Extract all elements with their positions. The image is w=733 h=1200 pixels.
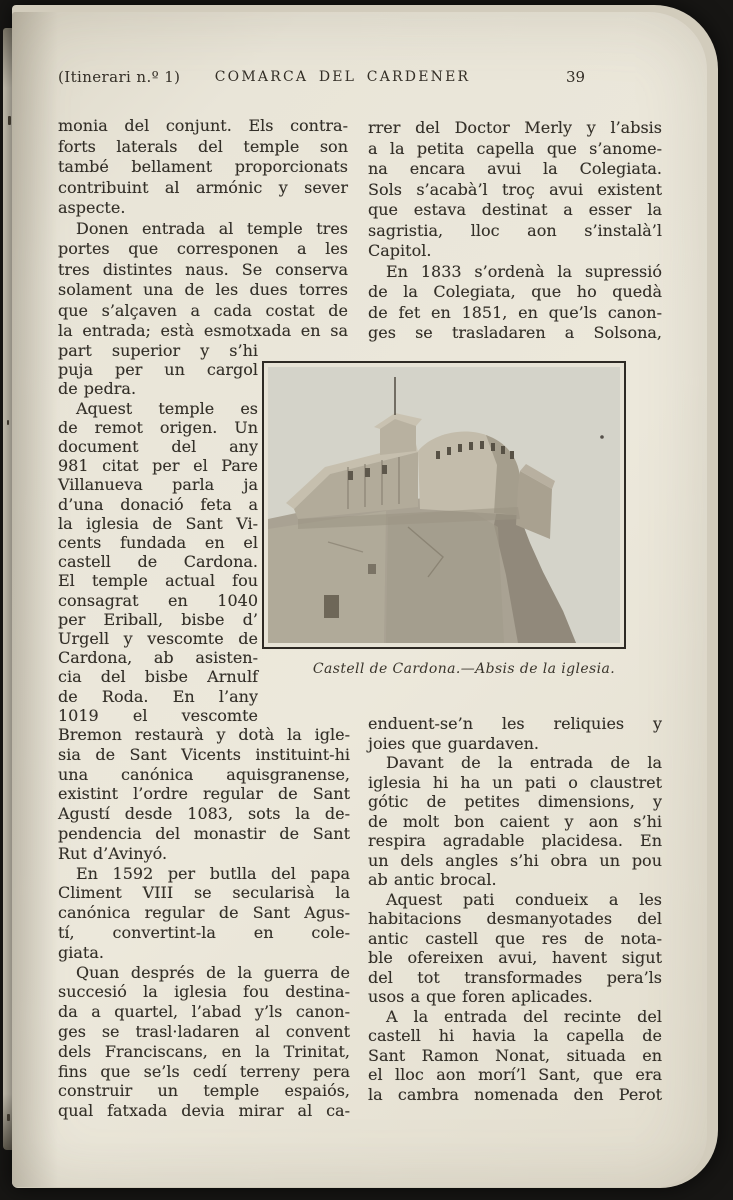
left-column-top — [58, 116, 348, 342]
text-line: Cardona, ab asisten- — [58, 648, 258, 668]
text-line: aspecte. — [58, 198, 126, 217]
text-line: portes que corresponen a les — [58, 239, 348, 258]
text-line: cia del bisbe Arnulf — [58, 667, 258, 687]
text-line: gótic de petites dimensions, y — [368, 792, 662, 811]
text-line: En 1833 s’ordenà la supressió — [386, 261, 662, 281]
text-line: Aquest temple es — [76, 398, 258, 418]
figure-caption: Castell de Cardona.—Absis de la iglesia. — [312, 661, 616, 677]
text-line: sagristia, lloc aon s’instalà’l — [368, 220, 662, 240]
text-line: a la petita capella que s’anome- — [368, 138, 662, 158]
text-line: dels Franciscans, en la Trinitat, — [58, 1041, 350, 1061]
text-line: la iglesia de Sant Vi- — [58, 513, 258, 533]
text-line: giata. — [58, 942, 104, 962]
text-line: fins que se’ls cedí terreny pera — [58, 1061, 350, 1081]
text-line: la cambra nomenada den Perot — [368, 1084, 662, 1104]
left-column-bottom — [58, 725, 350, 1121]
text-line: habitacions desmanyotades del — [368, 909, 662, 928]
book-page — [12, 12, 707, 1187]
text-line: consagrat en 1040 — [58, 590, 258, 610]
text-line: solament una de les dues torres — [58, 280, 348, 299]
scan-speck — [7, 1114, 10, 1121]
text-line: Sant Ramon Nonat, situada en — [368, 1045, 662, 1065]
text-line: A la entrada del recinte del — [386, 1006, 662, 1026]
text-line: na encara avui la Colegiata. — [368, 159, 662, 178]
text-line: sia de Sant Vicents instituint-hi — [58, 744, 350, 764]
text-line: castell hi havia la capella de — [368, 1026, 662, 1045]
text-line: document del any — [58, 437, 258, 457]
text-line: Villanueva parla ja — [58, 475, 258, 495]
right-column-bottom — [368, 714, 662, 1104]
text-line: antic castell que res de nota- — [368, 928, 662, 948]
text-line: d’una donació feta a — [58, 494, 258, 514]
text-line: 981 citat per el Pare — [58, 456, 258, 476]
text-line: El temple actual fou — [58, 571, 258, 591]
text-line: monia del conjunt. Els contra- — [58, 116, 348, 135]
text-line: qual fatxada devia mirar al ca- — [58, 1101, 350, 1121]
header-section-title: COMARCA DEL CARDENER — [214, 69, 471, 85]
left-column-beside-figure — [58, 341, 258, 725]
text-line: joies que guardaven. — [368, 733, 539, 753]
gutter-shadow — [12, 12, 58, 1187]
text-line: puja per un cargol — [58, 360, 258, 380]
castle-photo — [268, 367, 620, 643]
scan-speck — [8, 116, 11, 125]
text-line: Bremon restaurà y dotà la igle- — [58, 725, 350, 744]
text-line: Donen entrada al temple tres — [76, 218, 348, 238]
text-line: un dels angles s’hi obra un pou — [368, 850, 662, 870]
text-line: Quan després de la guerra de — [76, 962, 350, 982]
text-line: Urgell y vescomte de — [58, 629, 258, 649]
text-line: part superior y s’hi — [58, 341, 258, 360]
text-line: que estava destinat a esser la — [368, 200, 662, 219]
text-line: ges se trasl·ladaren al convent — [58, 1021, 350, 1041]
text-line: 1019 el vescomte — [58, 705, 258, 725]
text-line: Capitol. — [368, 241, 432, 260]
right-column-top — [368, 118, 662, 344]
text-line: Sols s’acabà’l troç avui existent — [368, 179, 662, 199]
photo-dust-speck — [600, 435, 604, 439]
text-line: de remot origen. Un — [58, 417, 258, 437]
text-line: que s’alçaven a cada costat de — [58, 300, 348, 320]
text-line: forts laterals del temple son — [58, 136, 348, 156]
text-line: Agustí desde 1083, sots la de- — [58, 804, 350, 824]
text-line: iglesia hi ha un pati o claustret — [368, 772, 662, 792]
text-line: també bellament proporcionats — [58, 157, 348, 176]
text-line: ab antic brocal. — [368, 870, 497, 889]
header-page-number: 39 — [566, 68, 586, 86]
text-line: enduent-se’n les reliquies y — [368, 714, 662, 733]
scan-speck — [7, 420, 9, 425]
text-line: de la Colegiata, que ho quedà — [368, 282, 662, 301]
text-line: rrer del Doctor Merly y l’absis — [368, 118, 662, 137]
text-line: de pedra. — [58, 379, 137, 399]
text-line: Rut d’Avinyó. — [58, 843, 168, 863]
text-line: per Eriball, bisbe d’ — [58, 609, 258, 629]
text-line: de fet en 1851, en que’ls canon- — [368, 302, 662, 322]
figure-frame — [262, 361, 626, 649]
text-line: construir un temple espaiós, — [58, 1081, 350, 1101]
text-line: ble ofereixen avui, havent sigut — [368, 948, 662, 967]
text-line: contribuint al armónic y sever — [58, 177, 348, 197]
text-line: existint l’ordre regular de Sant — [58, 784, 350, 804]
text-line: canónica regular de Sant Agus- — [58, 903, 350, 923]
text-line: tres distintes naus. Se conserva — [58, 259, 348, 279]
text-line: Aquest pati condueix a les — [386, 889, 662, 909]
text-line: Climent VIII se secularisà la — [58, 883, 350, 903]
text-line: de Roda. En l’any — [58, 686, 258, 706]
text-line: pendencia del monastir de Sant — [58, 823, 350, 843]
header-itinerary-label: (Itinerari n.º 1) — [58, 68, 181, 86]
text-line: la entrada; està esmotxada en sa — [58, 321, 348, 340]
text-line: ges se trasladaren a Solsona, — [368, 323, 662, 342]
text-line: usos a que foren aplicades. — [368, 987, 593, 1006]
text-line: el lloc aon morí’l Sant, que era — [368, 1065, 662, 1084]
text-line: de molt bon caient y aon s’hi — [368, 811, 662, 831]
text-line: cents fundada en el — [58, 533, 258, 553]
text-line: succesió la iglesia fou destina- — [58, 982, 350, 1002]
text-line: castell de Cardona. — [58, 552, 258, 572]
text-line: Davant de la entrada de la — [386, 753, 662, 772]
text-line: del tot transformades pera’ls — [368, 967, 662, 987]
text-line: una canónica aquisgranense, — [58, 764, 350, 784]
text-line: En 1592 per butlla del papa — [76, 863, 350, 883]
text-line: da a quartel, l’abad y’ls canon- — [58, 1002, 350, 1022]
text-line: tí, convertint-la en cole- — [58, 922, 350, 942]
text-line: respira agradable placidesa. En — [368, 831, 662, 850]
running-header — [12, 68, 707, 90]
